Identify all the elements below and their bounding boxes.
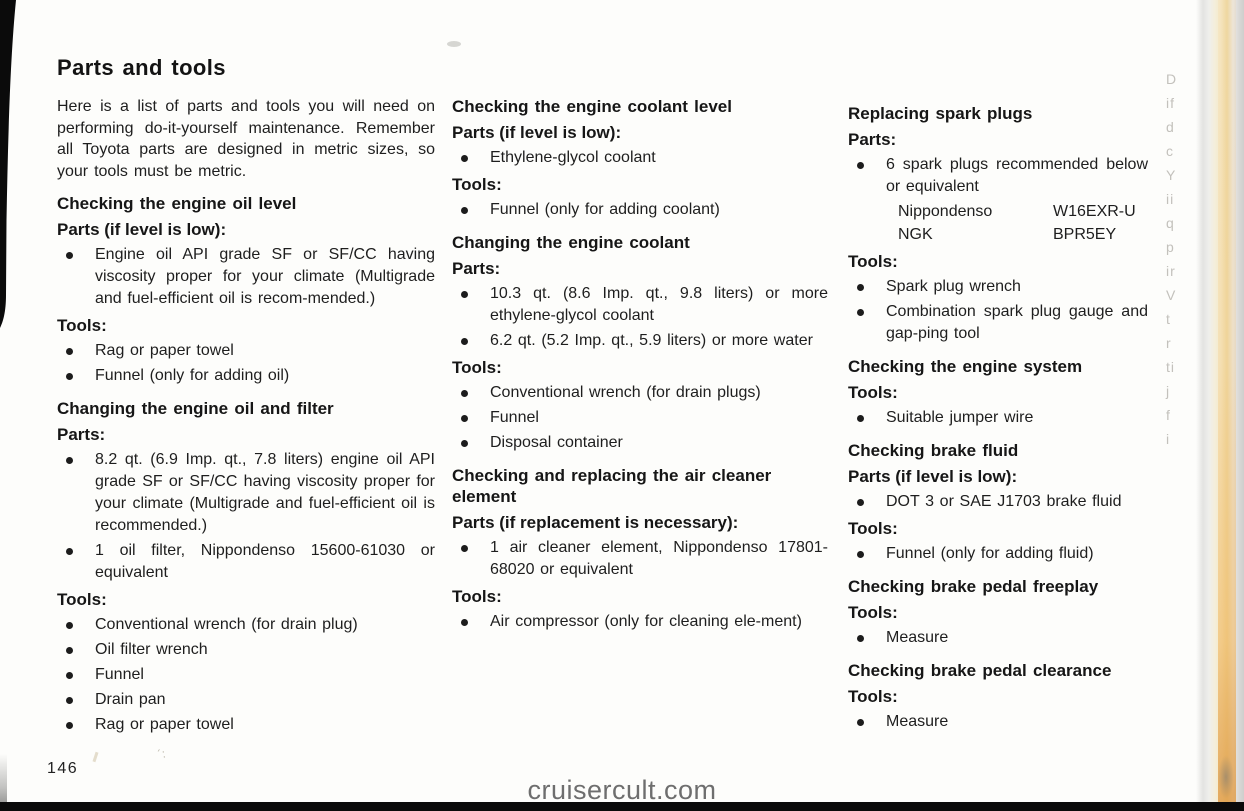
spark-plug-model: BPR5EY [1053, 226, 1117, 243]
list-item: 1 air cleaner element, Nippondenso 17801-68020 or equivalent [452, 537, 828, 581]
brake-clearance-tools-list [848, 711, 1148, 733]
ghost-letter: D [1166, 71, 1178, 87]
ghost-letter: if [1166, 95, 1175, 111]
list-item: Conventional wrench (for drain plugs) [452, 382, 828, 404]
section-heading-coolant-check: Checking the engine coolant level [452, 97, 732, 116]
list-item: Rag or paper towel [57, 714, 435, 736]
section-heading-engine-system: Checking the engine system [848, 357, 1083, 376]
coolant-check-parts-list [452, 147, 828, 169]
tools-label: Tools: [57, 590, 107, 609]
column-2 [452, 96, 828, 636]
spark-plug-brand: Nippondenso [898, 203, 993, 220]
list-item: Drain pan [57, 689, 435, 711]
list-item: 1 oil filter, Nippondenso 15600-61030 or equivalent [57, 540, 435, 584]
oil-change-tools-list [57, 614, 435, 736]
list-item: Conventional wrench (for drain plug) [57, 614, 435, 636]
brake-freeplay-tools-list [848, 627, 1148, 649]
list-item: 8.2 qt. (6.9 Imp. qt., 7.8 liters) engine oil API grade SF or SF/CC having viscosity proper for your climate (Multigrade and fuel-efficient oil is recommended.) [57, 449, 435, 537]
list-item: Combination spark plug gauge and gap-ping tool [848, 301, 1148, 345]
ghost-letter: V [1166, 287, 1177, 303]
tools-label: Tools: [848, 252, 898, 271]
list-item: Disposal container [452, 432, 828, 454]
pencil-mark: ´: [156, 746, 167, 762]
oil-check-tools-list [57, 340, 435, 387]
coolant-check-tools-list [452, 199, 828, 221]
oil-change-parts-list [57, 449, 435, 584]
list-item: Spark plug wrench [848, 276, 1148, 298]
parts-label: Parts: [57, 425, 106, 444]
intro-paragraph: Here is a list of parts and tools you will need on performing do-it-yourself maintenance. Remember all Toyota parts are designed in metric sizes, so your tools must be metric. [57, 98, 435, 180]
tools-label: Tools: [452, 175, 502, 194]
ghost-letter: ir [1166, 263, 1176, 279]
tools-label: Tools: [848, 519, 898, 538]
tools-label: Tools: [848, 687, 898, 706]
list-item: Funnel [57, 664, 435, 686]
air-cleaner-tools-list [452, 611, 828, 633]
tools-label: Tools: [452, 358, 502, 377]
list-item: 10.3 qt. (8.6 Imp. qt., 9.8 liters) or more ethylene-glycol coolant [452, 283, 828, 327]
page-edge-cream-strip [1218, 0, 1236, 802]
scan-left-edge [0, 0, 22, 335]
section-heading-brake-freeplay: Checking brake pedal freeplay [848, 577, 1099, 596]
ghost-letter: d [1166, 119, 1175, 135]
list-item: Air compressor (only for cleaning ele-ment) [452, 611, 828, 633]
list-item: 6.2 qt. (5.2 Imp. qt., 5.9 liters) or more water [452, 330, 828, 352]
ghost-letter: q [1166, 215, 1175, 231]
column-3 [848, 103, 1148, 736]
brake-fluid-tools-list [848, 543, 1148, 565]
coolant-change-parts-list [452, 283, 828, 352]
bleed-through-letters [1166, 72, 1192, 447]
parts-label: Parts (if level is low): [57, 220, 227, 239]
spark-plugs-parts-list [848, 154, 1148, 198]
parts-label: Parts: [452, 259, 501, 278]
parts-label: Parts (if replacement is necessary): [452, 513, 739, 532]
list-item: Funnel (only for adding coolant) [452, 199, 828, 221]
page-number: 146 [47, 760, 79, 777]
coolant-change-tools-list [452, 382, 828, 454]
list-item: 6 spark plugs recommended below or equivalent [848, 154, 1148, 198]
parts-label: Parts (if level is low): [848, 467, 1018, 486]
pencil-mark [93, 752, 99, 762]
ghost-letter: t [1166, 311, 1171, 327]
tools-label: Tools: [452, 587, 502, 606]
list-item: Engine oil API grade SF or SF/CC having viscosity proper for your climate (Multigrade and fuel-efficient oil is recom-mended.) [57, 244, 435, 310]
ghost-letter: f [1166, 407, 1171, 423]
engine-system-tools-list [848, 407, 1148, 429]
tools-label: Tools: [848, 383, 898, 402]
section-heading-spark-plugs: Replacing spark plugs [848, 104, 1033, 123]
list-item: Funnel (only for adding oil) [57, 365, 435, 387]
section-heading-air-cleaner: Checking and replacing the air cleaner element [452, 466, 772, 506]
oil-check-parts-list [57, 244, 435, 310]
tools-label: Tools: [848, 603, 898, 622]
list-item: Suitable jumper wire [848, 407, 1148, 429]
spark-plug-brand: NGK [898, 226, 933, 243]
watermark: cruisercult.com [527, 775, 717, 805]
ghost-letter: ti [1166, 359, 1175, 375]
section-heading-brake-clearance: Checking brake pedal clearance [848, 661, 1112, 680]
air-cleaner-parts-list [452, 537, 828, 581]
ghost-letter: ii [1166, 191, 1175, 207]
ghost-letter: j [1166, 383, 1171, 399]
list-item: Ethylene-glycol coolant [452, 147, 828, 169]
list-item: Measure [848, 711, 1148, 733]
ghost-letter: r [1166, 335, 1172, 351]
parts-label: Parts: [848, 130, 897, 149]
section-heading-brake-fluid: Checking brake fluid [848, 441, 1019, 460]
parts-label: Parts (if level is low): [452, 123, 622, 142]
list-item: Measure [848, 627, 1148, 649]
section-heading-coolant-change: Changing the engine coolant [452, 233, 690, 252]
ghost-letter: Y [1166, 167, 1177, 183]
section-heading-oil-check: Checking the engine oil level [57, 194, 297, 213]
spark-plug-table [898, 201, 1148, 246]
list-item: DOT 3 or SAE J1703 brake fluid [848, 491, 1148, 513]
column-1 [57, 55, 435, 739]
list-item: Oil filter wrench [57, 639, 435, 661]
list-item: Rag or paper towel [57, 340, 435, 362]
page-title: Parts and tools [57, 55, 226, 80]
spark-plug-model: W16EXR-U [1053, 203, 1136, 220]
ghost-letter: c [1166, 143, 1174, 159]
spark-plugs-tools-list [848, 276, 1148, 345]
list-item: Funnel [452, 407, 828, 429]
tools-label: Tools: [57, 316, 107, 335]
scan-smudge [447, 41, 461, 47]
ghost-letter: i [1166, 431, 1171, 447]
ghost-letter: p [1166, 239, 1175, 255]
section-heading-oil-change: Changing the engine oil and filter [57, 399, 334, 418]
list-item: Funnel (only for adding fluid) [848, 543, 1148, 565]
brake-fluid-parts-list [848, 491, 1148, 513]
